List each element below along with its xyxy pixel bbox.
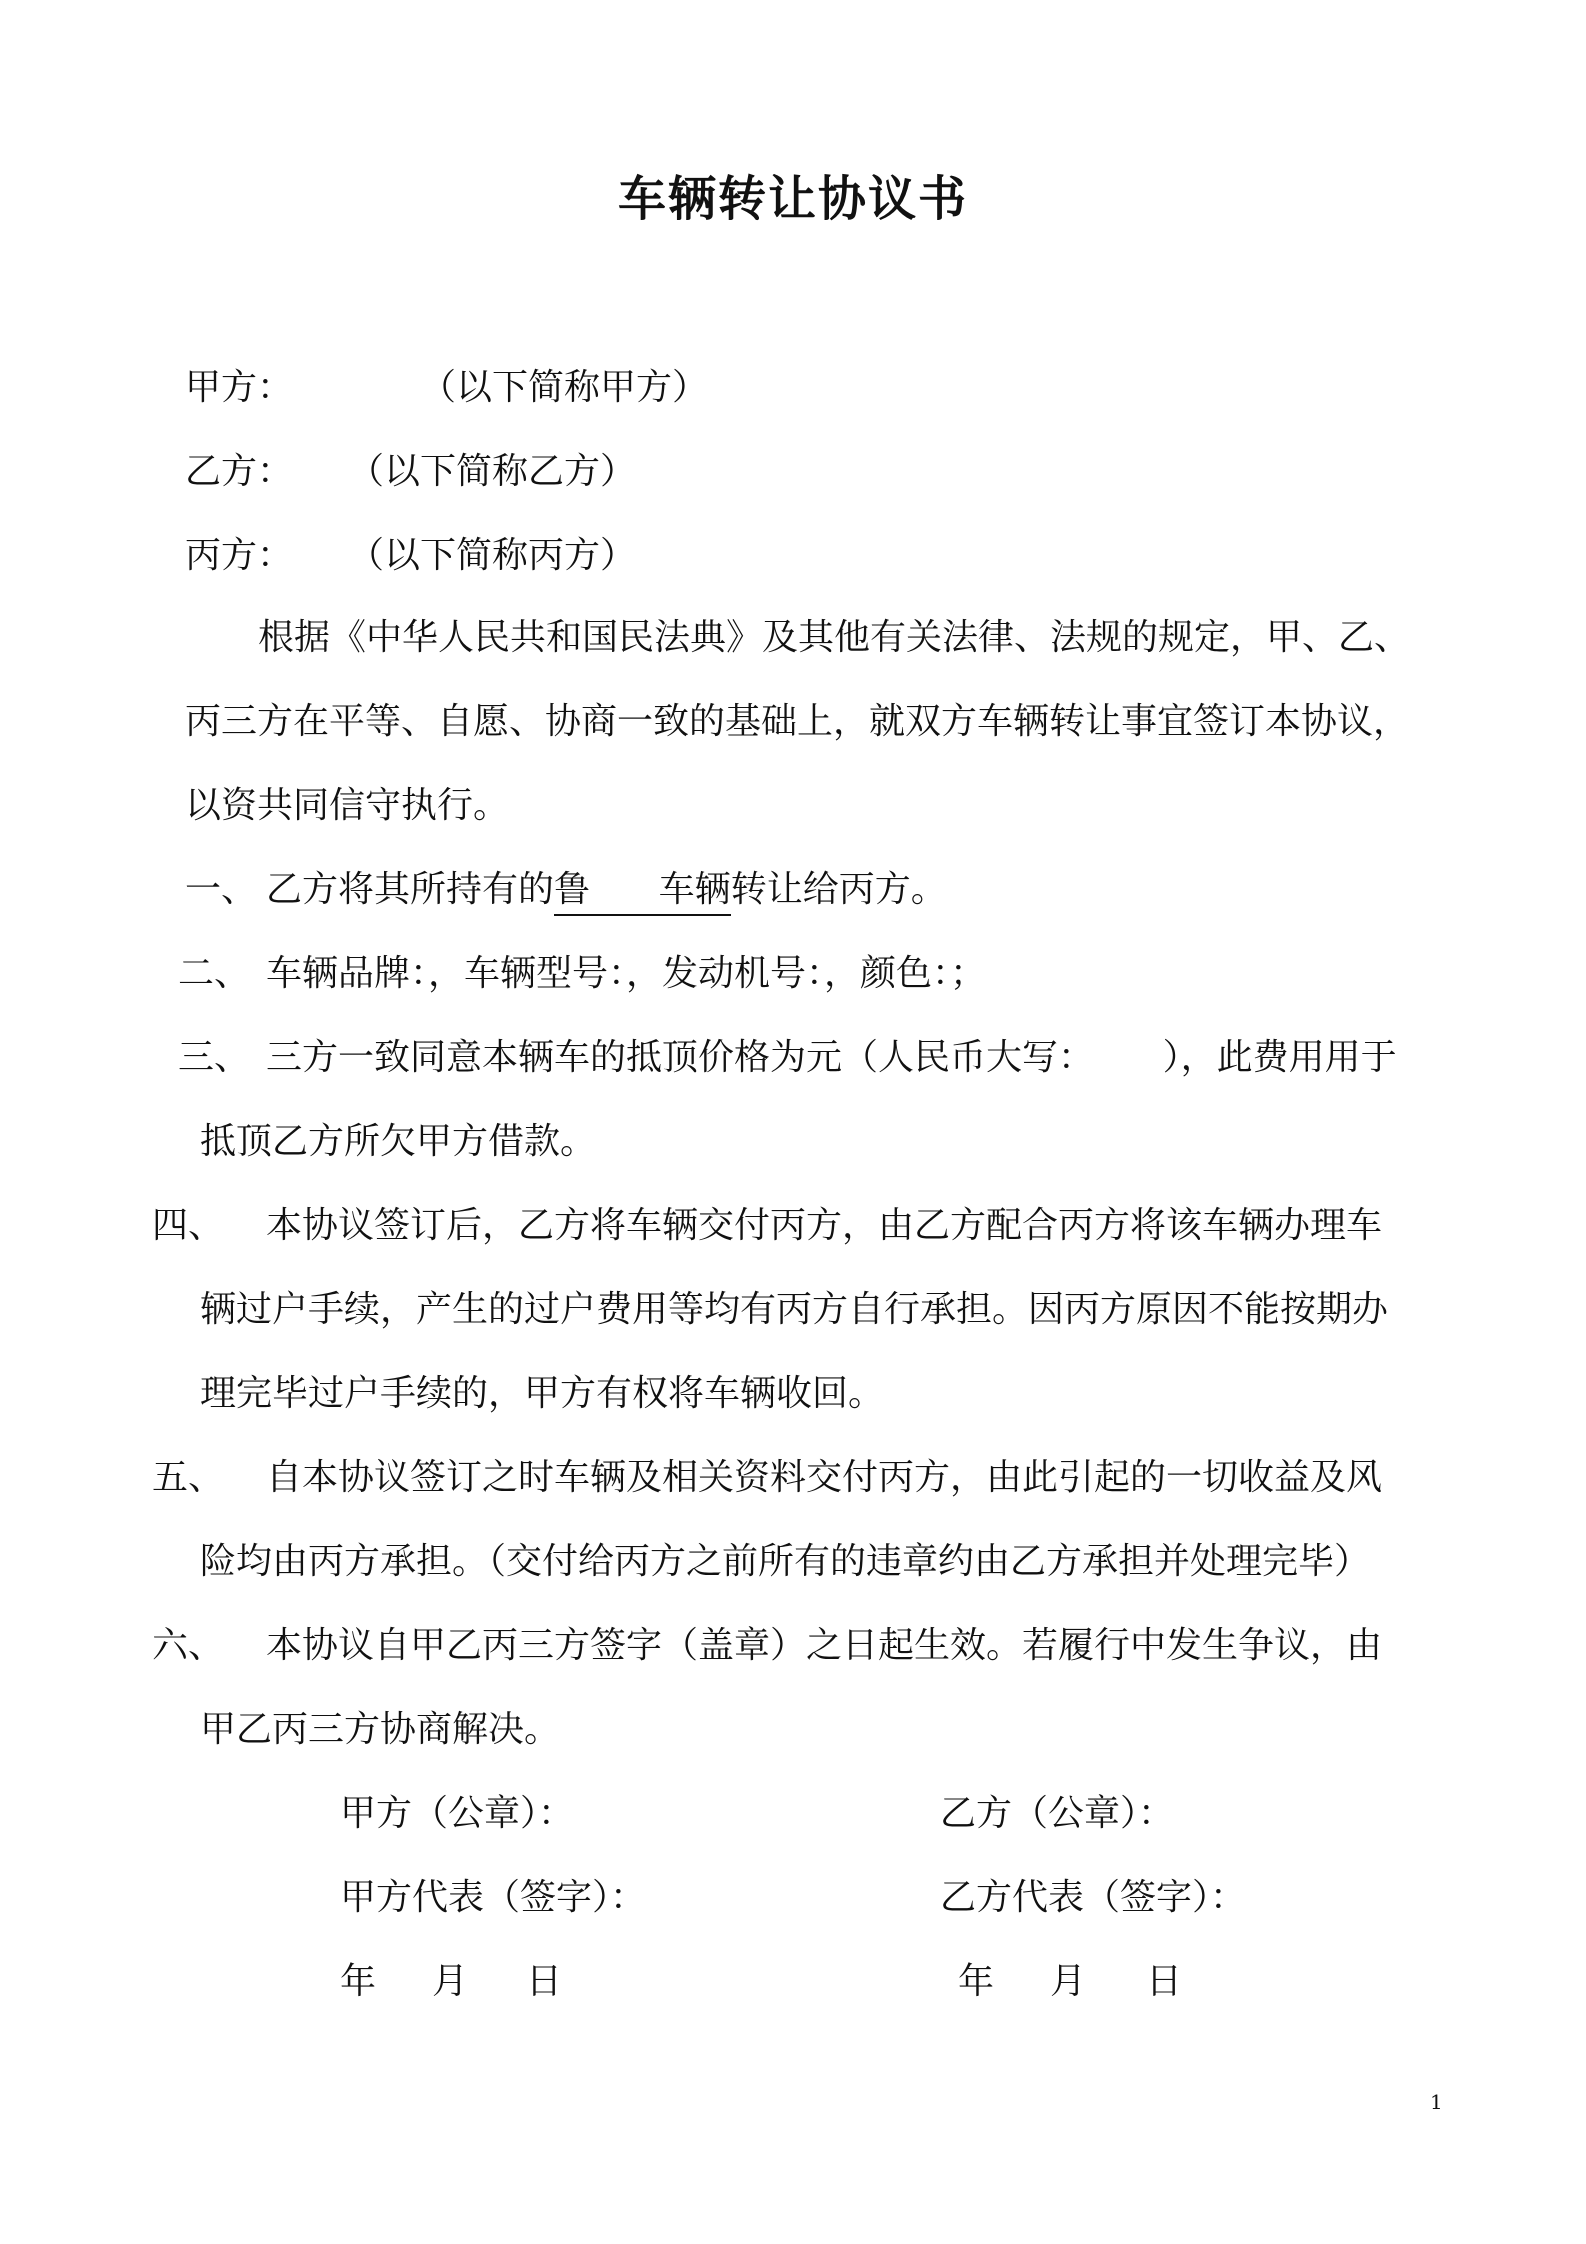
clause-1-number: 一、 <box>185 869 258 910</box>
clause-1-text <box>266 866 947 916</box>
party-b-date-year: 年 <box>958 1961 995 2002</box>
clause-6-line-2: 甲乙丙三方协商解决。 <box>200 1709 561 1750</box>
party-b-date-day: 日 <box>1146 1961 1183 2002</box>
preamble-line-2: 丙三方在平等、自愿、协商一致的基础上，就双方车辆转让事宜签订本协议， <box>185 701 1410 742</box>
party-a-label: 甲方： <box>185 367 294 408</box>
clause-3-line-1: 三方一致同意本辆车的抵顶价格为元（人民币大写： ），此费用用于 <box>266 1037 1397 1078</box>
clause-4-line-3: 理完毕过户手续的，甲方有权将车辆收回。 <box>200 1373 885 1414</box>
party-b-label: 乙方： <box>185 451 294 492</box>
clause-1-post: 转让给丙方。 <box>730 869 947 910</box>
clause-3-number: 三、 <box>178 1037 251 1078</box>
party-a-date-day: 日 <box>526 1961 563 2002</box>
clause-2-line-1: 车辆品牌：，车辆型号：，发动机号：，颜色：； <box>266 953 987 994</box>
page-number: 1 <box>1430 2090 1443 2114</box>
clause-5-line-1: 自本协议签订之时车辆及相关资料交付丙方，由此引起的一切收益及风 <box>266 1457 1383 1498</box>
party-b-note: （以下简称乙方） <box>348 451 637 492</box>
preamble-line-3: 以资共同信守执行。 <box>185 785 510 826</box>
party-a-date-month: 月 <box>432 1961 469 2002</box>
party-a-seal-label: 甲方（公章）： <box>340 1793 575 1834</box>
party-c-label: 丙方： <box>185 535 294 576</box>
preamble-line-1: 根据《中华人民共和国民法典》及其他有关法律、法规的规定，甲、乙、 <box>258 617 1411 658</box>
clause-1-pre: 乙方将其所持有的 <box>266 869 555 910</box>
party-a-date-year: 年 <box>340 1961 377 2002</box>
clause-6-line-1: 本协议自甲乙丙三方签字（盖章）之日起生效。若履行中发生争议，由 <box>266 1625 1383 1666</box>
party-b-date-month: 月 <box>1050 1961 1087 2002</box>
clause-2-number: 二、 <box>178 953 251 994</box>
clause-5-number: 五、 <box>152 1457 225 1498</box>
party-a-rep-label: 甲方代表（签字）： <box>340 1877 647 1918</box>
clause-6-number: 六、 <box>152 1625 225 1666</box>
party-c-note: （以下简称丙方） <box>348 535 637 576</box>
clause-5-line-2: 险均由丙方承担。（交付给丙方之前所有的违章约由乙方承担并处理完毕） <box>200 1541 1371 1582</box>
party-b-seal-label: 乙方（公章）： <box>940 1793 1175 1834</box>
clause-4-line-2: 辆过户手续，产生的过户费用等均有丙方自行承担。因丙方原因不能按期办 <box>200 1289 1389 1330</box>
clause-4-line-1: 本协议签订后，乙方将车辆交付丙方，由乙方配合丙方将该车辆办理车 <box>266 1205 1383 1246</box>
clause-3-line-2: 抵顶乙方所欠甲方借款。 <box>200 1121 597 1162</box>
party-a-note: （以下简称甲方） <box>420 367 709 408</box>
clause-1-plate-underlined: 鲁 车辆 <box>554 866 731 916</box>
party-b-rep-label: 乙方代表（签字）： <box>940 1877 1247 1918</box>
document-title: 车辆转让协议书 <box>617 171 968 227</box>
clause-4-number: 四、 <box>152 1205 225 1246</box>
